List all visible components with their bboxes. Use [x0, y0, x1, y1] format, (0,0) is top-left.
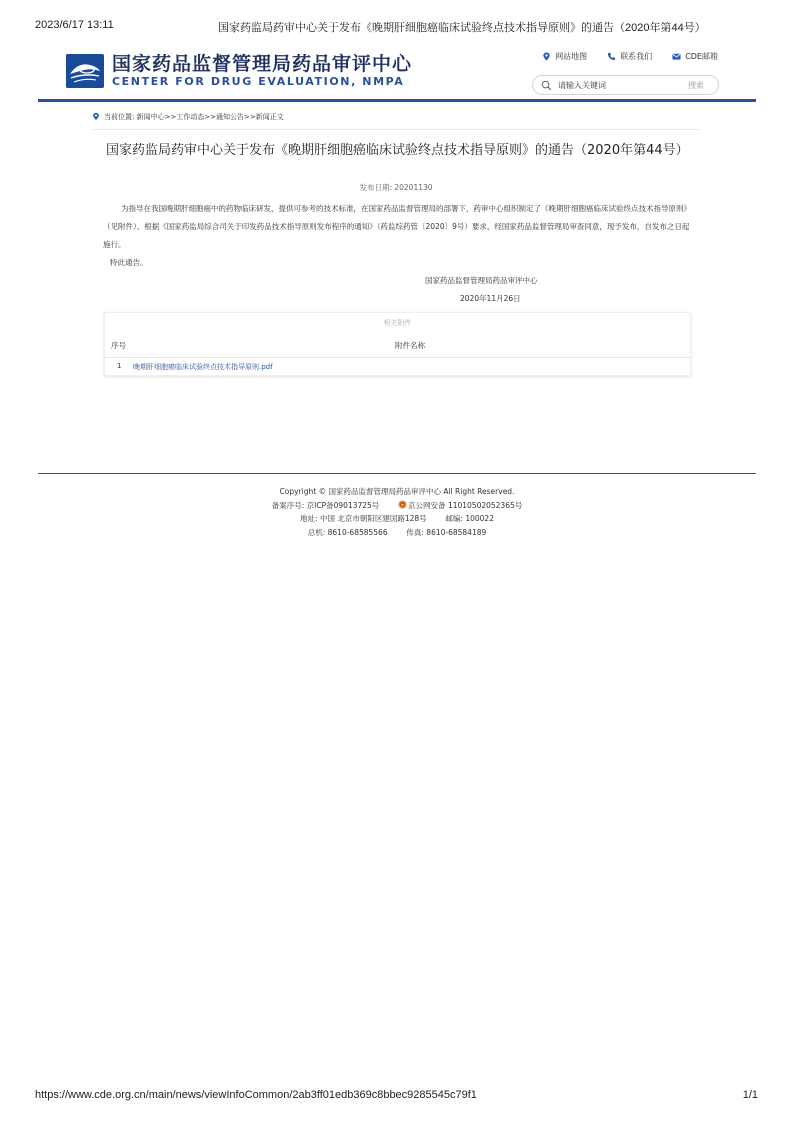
site-name-cn[interactable]: 国家药品监督管理局药品审评中心 [112, 53, 413, 75]
print-document-title: 国家药监局药审中心关于发布《晚期肝细胞癌临床试验终点技术指导原则》的通告（2020年第44号） [218, 22, 706, 34]
breadcrumb-text[interactable]: 当前位置: 新闻中心>>工作动态>>通知公告>>新闻正文 [104, 113, 284, 121]
footer-phone: 总机: 8610-68585566 [307, 527, 388, 537]
site-footer [38, 473, 756, 539]
location-pin-icon [92, 112, 100, 121]
search-input[interactable] [558, 81, 698, 90]
table-row [105, 359, 690, 375]
attachment-link[interactable]: 晚期肝细胞癌临床试验终点技术指导原则.pdf [133, 363, 273, 371]
print-page-number: 1/1 [742, 1089, 758, 1101]
logo-emblem-icon [66, 54, 104, 88]
breadcrumb [92, 112, 700, 130]
article-paragraph: 为指导在我国晚期肝细胞癌中的药物临床研发，提供可参考的技术标准，在国家药品监督管理局的部署下，药审中心组织制定了《晚期肝细胞癌临床试验终点技术指导原则》（见附件）。根据《国家药监局综合司关于印发药品技术指导原则发布程序的通知》（药监综药管〔2020〕9号）要求，经国家药品监督管理局审查同意，现予发布，自发布之日起施行。 [103, 204, 691, 249]
attachments-panel [104, 312, 691, 376]
article-title: 国家药监局药审中心关于发布《晚期肝细胞癌临床试验终点技术指导原则》的通告（2020年第44号） [106, 143, 689, 158]
site-logo[interactable] [66, 54, 104, 88]
contact-us-link[interactable] [607, 51, 652, 62]
attachments-caption: 相关附件 [383, 319, 412, 327]
search-icon[interactable] [541, 80, 552, 91]
footer-postcode: 邮编: 100022 [445, 514, 494, 523]
footer-copyright: Copyright © 国家药品监督管理局药品审评中心 All Right Reserved. [279, 487, 515, 496]
site-map-label: 网站地图 [555, 52, 588, 61]
print-footer [35, 1089, 758, 1103]
location-pin-icon [542, 52, 551, 61]
attachments-table-header [105, 340, 690, 358]
attachment-no: 1 [117, 362, 122, 370]
publish-date: 发布日期: 20201130 [359, 183, 433, 192]
mail-icon [672, 52, 681, 61]
print-header [35, 19, 758, 35]
footer-fax: 传真: 8610-68584189 [406, 527, 487, 537]
search-button[interactable]: 搜索 [688, 81, 704, 90]
article-body [103, 200, 691, 272]
column-header-name: 附件名称 [395, 341, 425, 350]
signature-org: 国家药品监督管理局药品审评中心 [425, 276, 538, 285]
phone-icon [607, 52, 616, 61]
cde-mail-link[interactable] [672, 51, 718, 62]
footer-address-line [38, 512, 756, 526]
site-map-link[interactable] [542, 51, 587, 62]
cde-mail-label: CDE邮箱 [685, 52, 718, 61]
signature-date: 2020年11月26日 [460, 294, 521, 303]
print-timestamp: 2023/6/17 13:11 [35, 19, 114, 31]
article-notice: 特此通告。 [110, 258, 148, 267]
site-name-en: CENTER FOR DRUG EVALUATION, NMPA [112, 75, 405, 88]
contact-us-label: 联系我们 [620, 52, 653, 61]
column-header-no: 序号 [111, 341, 126, 350]
police-badge-icon [398, 500, 407, 509]
footer-contact-line [38, 526, 756, 540]
footer-icp[interactable]: 备案序号: 京ICP备09013725号 [271, 500, 380, 510]
site-header [38, 46, 756, 102]
print-url: https://www.cde.org.cn/main/news/viewInfoCommon/2ab3ff01edb369c8bbec9285545c79f1 [35, 1089, 477, 1101]
top-links [542, 51, 718, 62]
footer-police[interactable]: 京公网安备 11010502052365号 [408, 500, 523, 510]
footer-address: 地址: 中国 北京市朝阳区建国路128号 [300, 514, 427, 523]
footer-registration [38, 499, 756, 513]
